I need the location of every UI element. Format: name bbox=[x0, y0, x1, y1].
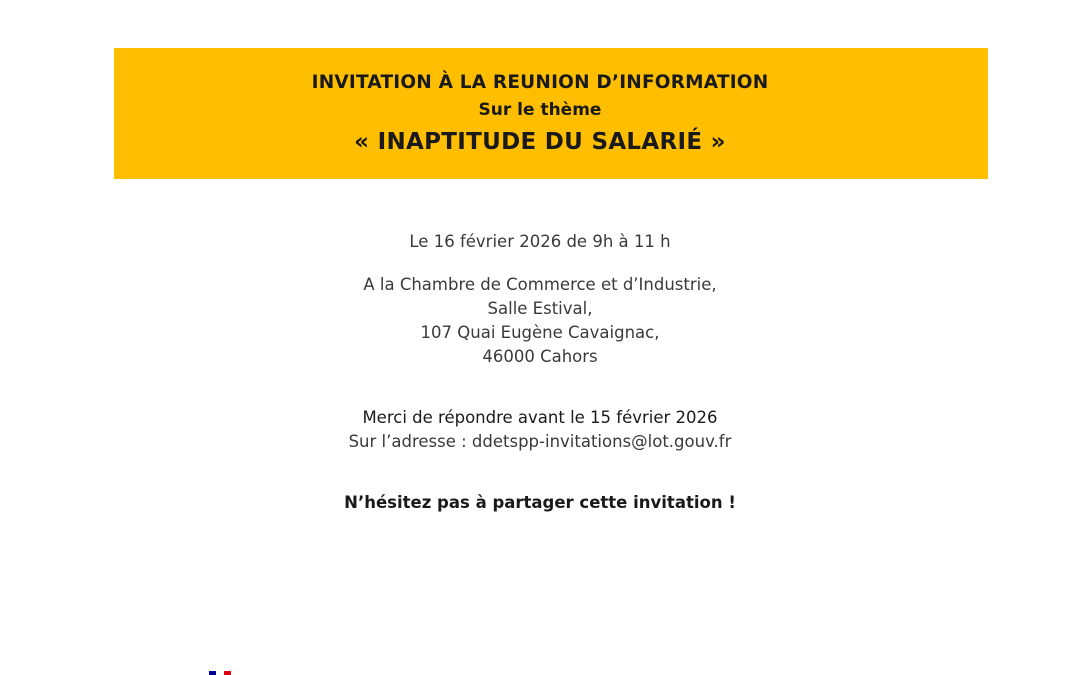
address-line-1: A la Chambre de Commerce et d’Industrie, bbox=[363, 275, 717, 294]
flag-blue-band bbox=[209, 671, 216, 675]
flag-red-band bbox=[224, 671, 231, 675]
address-line-3: 107 Quai Eugène Cavaignac, bbox=[420, 323, 660, 342]
rsvp-email[interactable]: Sur l’adresse : ddetspp-invitations@lot.gouv.fr bbox=[348, 432, 732, 451]
theme-label: Sur le thème bbox=[478, 100, 602, 120]
address-line-4: 46000 Cahors bbox=[482, 347, 598, 366]
address-line-2: Salle Estival, bbox=[487, 299, 593, 318]
rsvp-deadline: Merci de répondre avant le 15 février 2026 bbox=[362, 408, 718, 427]
event-date: Le 16 février 2026 de 9h à 11 h bbox=[409, 232, 671, 251]
theme-title: « INAPTITUDE DU SALARIÉ » bbox=[354, 129, 726, 155]
share-message: N’hésitez pas à partager cette invitation ! bbox=[344, 493, 736, 512]
french-flag-icon bbox=[209, 671, 231, 675]
invitation-heading: INVITATION À LA REUNION D’INFORMATION bbox=[311, 72, 769, 93]
flag-white-band bbox=[216, 671, 223, 675]
